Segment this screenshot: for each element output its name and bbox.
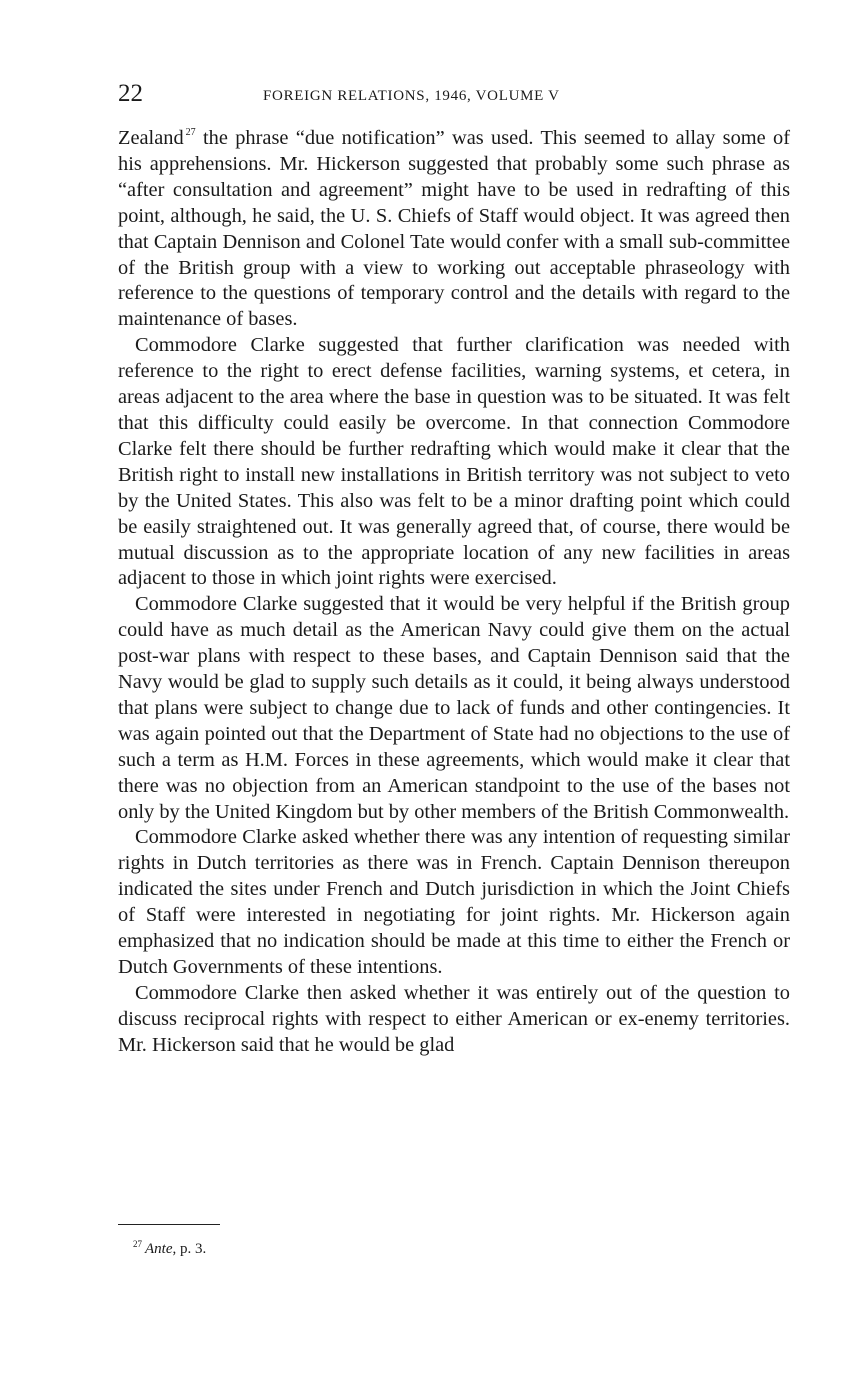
- running-head: FOREIGN RELATIONS, 1946, VOLUME V: [263, 88, 560, 104]
- paragraph-3: Commodore Clarke suggested that it would be very helpful if the British group could have as much detail as the American Navy could give them on the actual post-war plans with respect to these bases, and Captain Dennison said that the Navy would be glad to supply such details as it could, it being always understood that plans were subject to change due to lack of funds and other contingencies. It was again pointed out that the Department of State had no objections to the use of such a term as H.M. Forces in these agreements, which would make it clear that there was no objection from an American standpoint to the use of the bases not only by the United Kingdom but by other members of the British Commonwealth.: [118, 593, 790, 823]
- body-text: [118, 126, 790, 1059]
- page-header: [118, 80, 790, 110]
- paragraph-2: Commodore Clarke suggested that further clarification was needed with reference to the right to erect defense facilities, warning systems, et cetera, in areas adjacent to the area where the base in question was to be situated. It was felt that this difficulty could easily be overcome. In that connection Commodore Clarke felt there should be further redrafting which would make it clear that the British right to install new installations in British territory was not subject to veto by the United States. This also was felt to be a minor drafting point which could be easily straightened out. It was generally agreed that, of course, there would be mutual discussion as to the appropriate location of any new facilities in areas adjacent to those in which joint rights were exercised.: [118, 334, 790, 590]
- footnote-ante: Ante: [145, 1241, 173, 1257]
- paragraph-5: Commodore Clarke then asked whether it was entirely out of the question to discuss reciprocal rights with respect to either American or ex-enemy territories. Mr. Hickerson said that he would be glad: [118, 981, 790, 1056]
- page-number: 22: [118, 80, 143, 107]
- footnote-reference: 27: [185, 127, 196, 138]
- footnote-number: 27: [133, 1239, 142, 1249]
- paragraph-1-start: Zealand: [118, 127, 184, 149]
- footnote: [133, 1240, 206, 1258]
- paragraph-1: [118, 126, 790, 333]
- paragraph-4: Commodore Clarke asked whether there was any intention of requesting similar rights in Dutch territories as there was in French. Captain Dennison thereupon indicated the sites under French and Dutch jurisdiction in which the Joint Chiefs of Staff were interested in negotiating for joint rights. Mr. Hickerson again emphasized that no indication should be made at this time to either the French or Dutch Governments of these intentions.: [118, 826, 790, 978]
- footnote-text: , p. 3.: [172, 1241, 207, 1257]
- footnote-divider: [118, 1224, 220, 1225]
- paragraph-1-rest: the phrase “due notification” was used. This seemed to allay some of his apprehensions. Mr. Hickerson suggested that probably some such phrase as “after consultation and agreement” might have to be used in redrafting of this point, although, he said, the U. S. Chiefs of Staff would object. It was agreed then that Captain Dennison and Colonel Tate would confer with a small sub-committee of the British group with a view to working out acceptable phraseology with reference to the questions of temporary control and the details with regard to the maintenance of bases.: [118, 127, 790, 331]
